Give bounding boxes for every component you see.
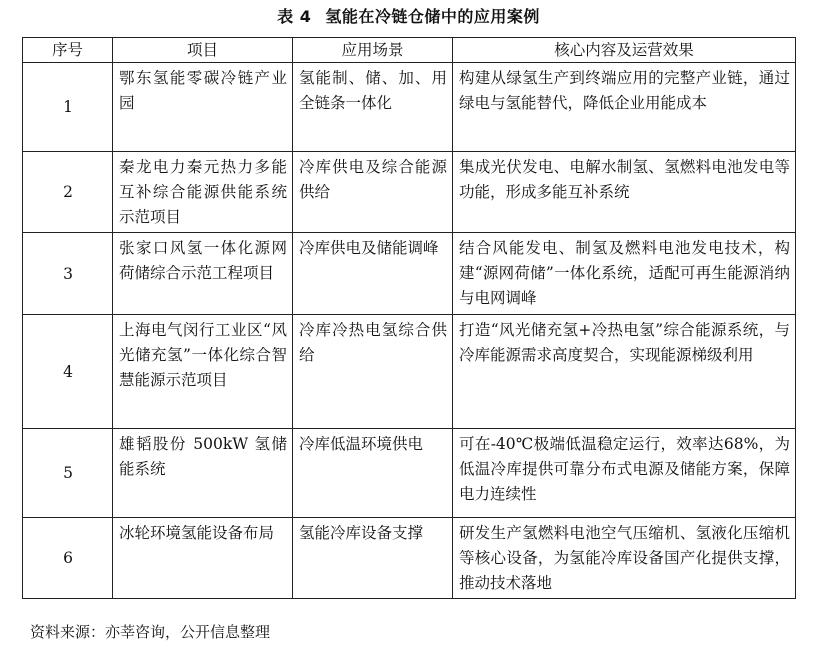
table-row — [23, 429, 796, 518]
cell-effect: 可在-40℃极端低温稳定运行，效率达68%，为低温冷库提供可靠分布式电源及储能方案，保障电力连续性 — [453, 429, 796, 518]
header-project: 项目 — [113, 38, 293, 63]
cell-scenario: 冷库冷热电氢综合供给 — [293, 315, 453, 429]
cell-project: 冰轮环境氢能设备布局 — [113, 518, 293, 599]
cell-effect: 研发生产氢燃料电池空气压缩机、氢液化压缩机等核心设备，为氢能冷库设备国产化提供支撑，推动技术落地 — [453, 518, 796, 599]
cell-index: 5 — [23, 429, 113, 518]
cell-index: 4 — [23, 315, 113, 429]
table-number: 表 4 — [277, 7, 312, 26]
table-row — [23, 152, 796, 233]
cell-index: 1 — [23, 63, 113, 152]
table-row — [23, 315, 796, 429]
source-note: 资料来源：亦莘咨询，公开信息整理 — [30, 623, 271, 641]
cell-project: 秦龙电力秦元热力多能互补综合能源供能系统示范项目 — [113, 152, 293, 233]
cell-scenario: 冷库低温环境供电 — [293, 429, 453, 518]
table-title: 氢能在冷链仓储中的应用案例 — [325, 7, 540, 26]
header-effect: 核心内容及运营效果 — [453, 38, 796, 63]
cell-index: 6 — [23, 518, 113, 599]
header-index: 序号 — [23, 38, 113, 63]
table-row — [23, 233, 796, 315]
table-row — [23, 63, 796, 152]
cell-project: 鄂东氢能零碳冷链产业园 — [113, 63, 293, 152]
table-caption — [0, 6, 817, 28]
cell-project: 上海电气闵行工业区“风光储充氢”一体化综合智慧能源示范项目 — [113, 315, 293, 429]
cases-table — [22, 37, 796, 599]
cell-effect: 集成光伏发电、电解水制氢、氢燃料电池发电等功能，形成多能互补系统 — [453, 152, 796, 233]
cell-effect: 构建从绿氢生产到终端应用的完整产业链，通过绿电与氢能替代，降低企业用能成本 — [453, 63, 796, 152]
cell-effect: 打造“风光储充氢+冷热电氢”综合能源系统，与冷库能源需求高度契合，实现能源梯级利用 — [453, 315, 796, 429]
header-scenario: 应用场景 — [293, 38, 453, 63]
cell-scenario: 冷库供电及综合能源供给 — [293, 152, 453, 233]
cell-project: 雄韬股份 500kW 氢储能系统 — [113, 429, 293, 518]
cell-index: 2 — [23, 152, 113, 233]
cell-scenario: 氢能冷库设备支撑 — [293, 518, 453, 599]
cell-scenario: 氢能制、储、加、用全链条一体化 — [293, 63, 453, 152]
table-row — [23, 518, 796, 599]
table-header-row — [23, 38, 796, 63]
cell-project: 张家口风氢一体化源网荷储综合示范工程项目 — [113, 233, 293, 315]
cell-effect: 结合风能发电、制氢及燃料电池发电技术，构建“源网荷储”一体化系统，适配可再生能源消纳与电网调峰 — [453, 233, 796, 315]
cell-index: 3 — [23, 233, 113, 315]
cell-scenario: 冷库供电及储能调峰 — [293, 233, 453, 315]
